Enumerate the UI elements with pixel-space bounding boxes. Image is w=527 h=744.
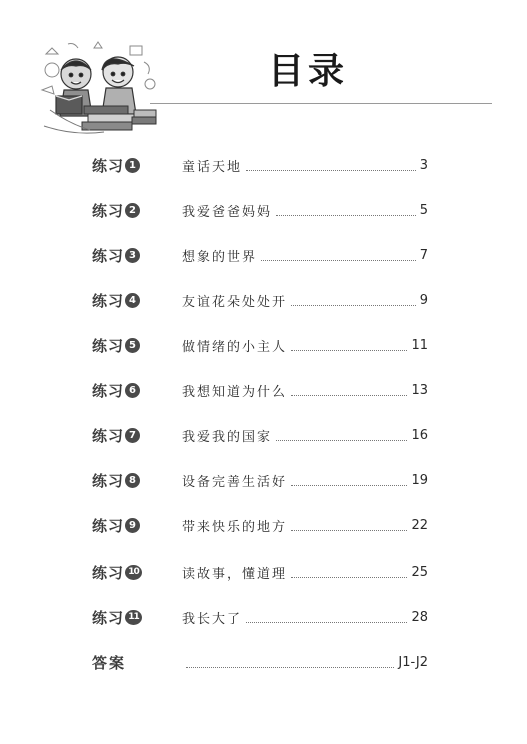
exercise-number-badge: 11 — [125, 610, 142, 625]
topic-title: 带来快乐的地方 — [182, 519, 288, 535]
exercise-word: 练习 — [92, 516, 125, 535]
toc-entry-5[interactable] — [92, 334, 428, 356]
topic-title: 读故事，懂道理 — [182, 566, 288, 582]
exercise-word: 练习 — [92, 291, 125, 310]
page-number: 11 — [411, 337, 428, 353]
toc-entry-answers[interactable] — [92, 651, 428, 673]
page-number: 22 — [411, 517, 428, 533]
exercise-number-badge: 2 — [125, 203, 140, 218]
page-number: 5 — [419, 202, 428, 218]
answers-word: 答案 — [92, 653, 127, 672]
dot-leader — [276, 440, 407, 441]
exercise-number-badge: 5 — [125, 338, 140, 353]
dot-leader — [291, 485, 407, 486]
page-number: 28 — [411, 609, 428, 625]
toc-entry-1[interactable] — [92, 154, 428, 176]
exercise-word: 练习 — [92, 608, 125, 627]
exercise-number-badge: 10 — [125, 565, 142, 580]
exercise-word: 练习 — [92, 246, 125, 265]
toc-entry-7[interactable] — [92, 424, 428, 446]
exercise-label — [92, 515, 182, 536]
dot-leader — [186, 667, 394, 668]
exercise-word: 练习 — [92, 563, 125, 582]
dot-leader — [246, 170, 416, 171]
exercise-number-badge: 9 — [125, 518, 140, 533]
exercise-label — [92, 245, 182, 266]
exercise-number-badge: 3 — [125, 248, 140, 263]
exercise-word: 练习 — [92, 336, 125, 355]
exercise-label — [92, 290, 182, 311]
dot-leader — [291, 530, 407, 531]
page-number: 7 — [419, 247, 428, 263]
page-number: 13 — [411, 382, 428, 398]
answers-label — [92, 652, 182, 673]
exercise-label — [92, 200, 182, 221]
dot-leader — [291, 395, 407, 396]
page-number: 25 — [411, 564, 428, 580]
exercise-label — [92, 470, 182, 491]
topic-title: 我爱我的国家 — [182, 429, 273, 445]
exercise-label — [92, 607, 182, 628]
toc-entry-3[interactable] — [92, 244, 428, 266]
exercise-label — [92, 562, 182, 583]
topic-title: 我长大了 — [182, 611, 243, 627]
exercise-word: 练习 — [92, 471, 125, 490]
exercise-word: 练习 — [92, 201, 125, 220]
exercise-number-badge: 8 — [125, 473, 140, 488]
dot-leader — [291, 305, 416, 306]
topic-title: 友谊花朵处处开 — [182, 294, 288, 310]
topic-title: 设备完善生活好 — [182, 474, 288, 490]
toc-entry-10[interactable] — [92, 561, 428, 583]
toc-entry-4[interactable] — [92, 289, 428, 311]
dot-leader — [291, 350, 407, 351]
dot-leader — [276, 215, 416, 216]
page-number: 3 — [419, 157, 428, 173]
exercise-number-badge: 7 — [125, 428, 140, 443]
exercise-label — [92, 335, 182, 356]
toc-entry-8[interactable] — [92, 469, 428, 491]
topic-title: 我爱爸爸妈妈 — [182, 204, 273, 220]
exercise-label — [92, 425, 182, 446]
exercise-number-badge: 6 — [125, 383, 140, 398]
toc-entry-11[interactable] — [92, 606, 428, 628]
topic-title: 想象的世界 — [182, 249, 258, 265]
page-number: 19 — [411, 472, 428, 488]
exercise-number-badge: 4 — [125, 293, 140, 308]
topic-title: 童话天地 — [182, 159, 243, 175]
page-title: 目录 — [268, 51, 349, 92]
dot-leader — [261, 260, 416, 261]
topic-title: 我想知道为什么 — [182, 384, 288, 400]
exercise-number-badge: 1 — [125, 158, 140, 173]
page-number: 16 — [411, 427, 428, 443]
toc-entry-9[interactable] — [92, 514, 428, 536]
exercise-word: 练习 — [92, 156, 125, 175]
exercise-word: 练习 — [92, 381, 125, 400]
dot-leader — [246, 622, 407, 623]
exercise-label — [92, 155, 182, 176]
page-number: J1-J2 — [398, 654, 428, 670]
exercise-word: 练习 — [92, 426, 125, 445]
dot-leader — [291, 577, 407, 578]
toc-entry-2[interactable] — [92, 199, 428, 221]
page-number: 9 — [419, 292, 428, 308]
exercise-label — [92, 380, 182, 401]
toc-entry-6[interactable] — [92, 379, 428, 401]
topic-title: 做情绪的小主人 — [182, 339, 288, 355]
